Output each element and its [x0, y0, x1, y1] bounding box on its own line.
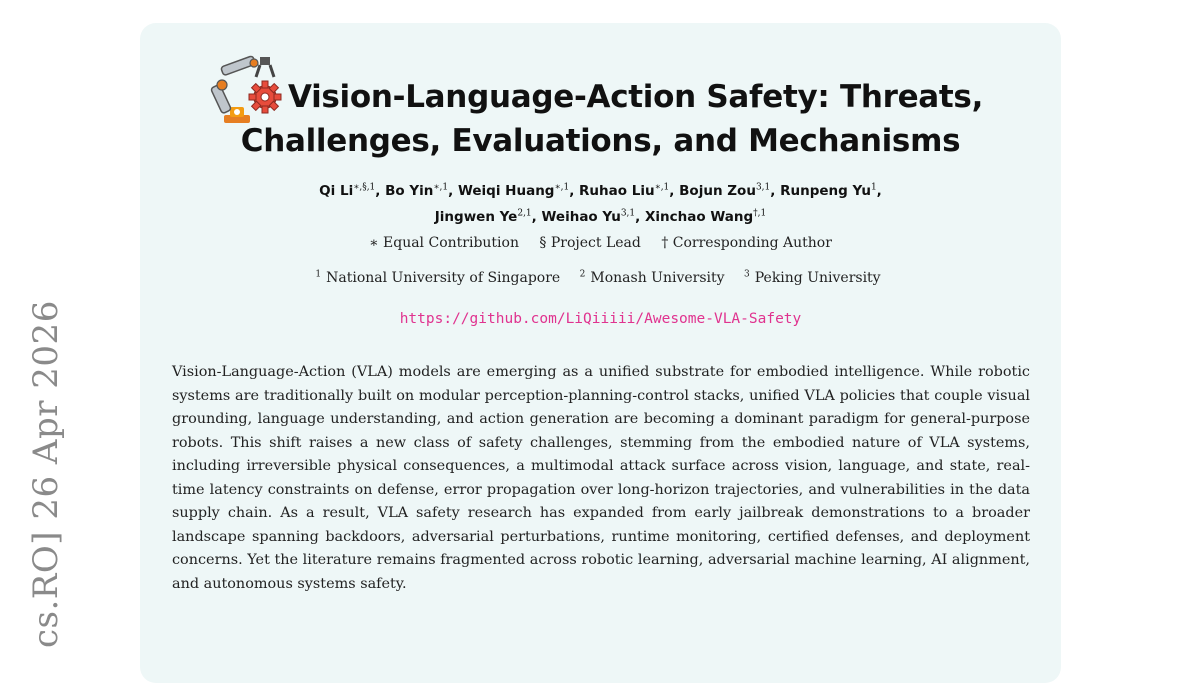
arxiv-identifier: cs.RO] 26 Apr 2026 — [26, 300, 66, 648]
repo-link[interactable]: https://github.com/LiQiiiii/Awesome-VLA-Safety — [399, 311, 802, 327]
arxiv-sidebar — [22, 0, 82, 648]
author: Qi $Li^{∗,\S,1}$, — [319, 182, 386, 199]
affiliation: $^2$ Monash University — [579, 269, 725, 286]
author-list — [140, 176, 1061, 229]
author: Weiqi Huang$^{∗,1}$, — [457, 182, 580, 199]
author: Bojun Zou$^{3,1}$, — [679, 182, 781, 199]
paper-title — [140, 75, 1061, 163]
paper-header-panel — [140, 23, 1061, 683]
title-line-1: Vision-Language-Action Safety: Threats, — [287, 79, 984, 115]
author: Jingwen Ye$^{2,1}$, — [434, 208, 542, 225]
author: Bo Yin$^{∗,1}$, — [385, 182, 458, 199]
paper-title-block — [140, 75, 1061, 163]
author: Weihao Yu$^{3,1}$, — [541, 208, 645, 225]
note-project-lead: § Project Lead — [539, 235, 641, 251]
title-line-2: Challenges, Evaluations, and Mechanisms — [240, 123, 961, 159]
affiliation: $^1$ National University of Singapore — [315, 269, 561, 286]
author: Xinchao Wang$^{\dagger,1}$ — [644, 208, 767, 225]
abstract-text: Vision-Language-Action (VLA) models are emerging as a unified substrate for embodied intelligence. While robotic systems are traditionally built on modular perception-planning-control stacks, unified VLA policies that couple visual grounding, language understanding, and action generation are becoming a dominant paradigm for general-purpose robots. This shift raises a new class of safety challenges, stemming from the embodied nature of VLA systems, including irreversible physical consequences, a multimodal attack surface across vision, language, and state, real-time latency constraints on defense, error propagation over long-horizon trajectories, and vulnerabilities in the data supply chain. As a result, VLA safety research has expanded from early jailbreak demonstrations to a broader landscape spanning backdoors, adversarial perturbations, runtime monitoring, certified defenses, and deployment concerns. Yet the literature remains fragmented across robotic learning, adversarial machine learning, AI alignment, and autonomous systems safety. — [172, 364, 1030, 592]
author: Runpeng Yu$^1$, — [780, 182, 882, 199]
affiliations — [140, 269, 1061, 286]
author: Ruhao Liu$^{∗,1}$, — [579, 182, 680, 199]
author-notes — [140, 235, 1061, 251]
note-equal-contribution: ∗ Equal Contribution — [369, 235, 519, 251]
note-corresponding-author: † Corresponding Author — [661, 235, 832, 251]
affiliation: $^3$ Peking University — [744, 269, 881, 286]
